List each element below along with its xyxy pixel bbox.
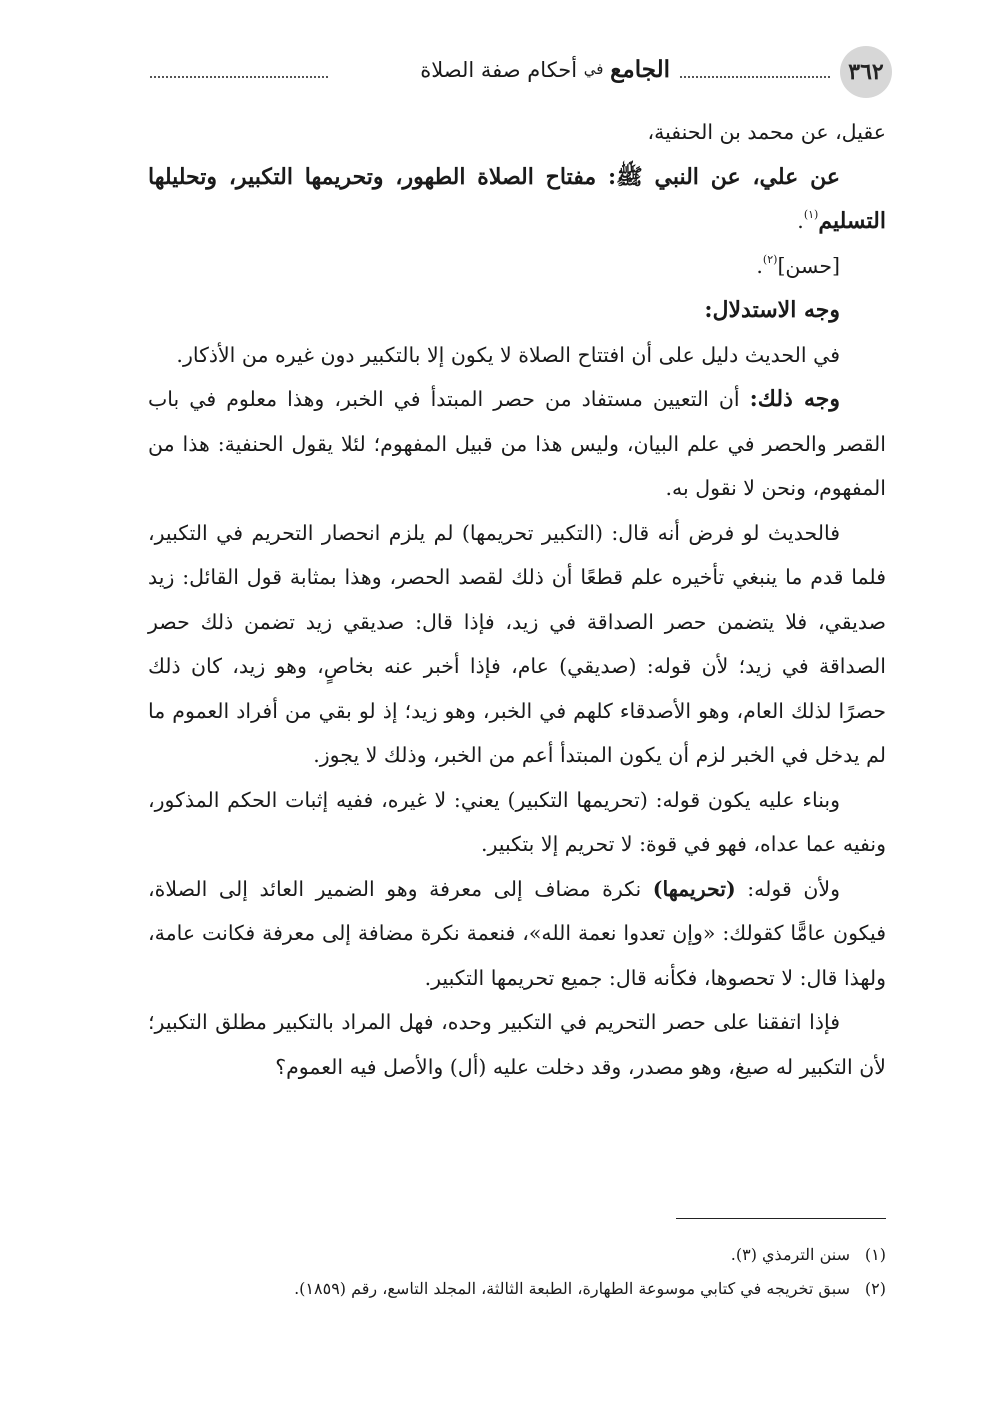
hadith-text: عن علي، عن النبي ﷺ: مفتاح الصلاة الطهور، وتحريمها التكبير، وتحليلها التسليم$^{(١)}$. — [148, 163, 886, 234]
paragraph-5: ولأن قوله: (تحريمها) نكرة مضاف إلى معرفة وهو الضمير العائد إلى الصلاة، فيكون عامًّا كقولك: «وإن تعدوا نعمة الله»، فنعمة نكرة مضافة إلى معرفة فكانت عامة، ولهذا قال: لا تحصوها، فكأنه قال: جميع تحريمها التكبير. — [148, 876, 886, 990]
isnad-line: عقيل، عن محمد بن الحنفية، — [647, 120, 886, 144]
footnote-2: (٢)سبق تخريجه في كتابي موسوعة الطهارة، الطبعة الثالثة، المجلد التاسع، رقم (١٨٥٩). — [294, 1279, 886, 1298]
section-heading: وجه الاستدلال: — [704, 297, 840, 323]
paragraph-6: فإذا اتفقنا على حصر التحريم في التكبير وحده، فهل المراد بالتكبير مطلق التكبير؛ لأن التكبير له صيغ، وهو مصدر، وقد دخلت عليه (أل) والأصل فيه العموم؟ — [148, 1010, 886, 1079]
paragraph-5-bold-term: (تحريمها) — [652, 876, 736, 901]
paragraph-3: فالحديث لو فرض أنه قال: (التكبير تحريمها) لم يلزم انحصار التحريم في التكبير، فلما قدم ما ينبغي تأخيره علم قطعًا أن ذلك لقصد الحصر، وهذا بمثابة قول القائل: زيد صديقي، فلا يتضمن حصر الصداقة في زيد، فإذا قال: صديقي زيد تضمن ذلك حصر الصداقة في زيد؛ لأن قوله: (صديقي) عام، فإذا أخبر عنه بخاصٍ، وهو زيد، كان ذلك حصرًا لذلك العام، وهو الأصدقاء كلهم في الخبر، وهو زيد؛ إذ لو بقي من أفراد العموم ما لم يدخل في الخبر لزم أن يكون المبتدأ أعم من الخبر، وذلك لا يجوز. — [148, 520, 886, 767]
paragraph-2-lead: وجه ذلك: — [749, 386, 841, 412]
footnotes — [148, 1238, 886, 1306]
footnote-separator — [676, 1218, 886, 1219]
footnote-1: (١)سنن الترمذي (٣). — [730, 1245, 886, 1264]
header-leader-dots-right — [680, 76, 830, 78]
paragraph-1: في الحديث دليل على أن افتتاح الصلاة لا يكون إلا بالتكبير دون غيره من الأذكار. — [176, 342, 840, 367]
header-leader-dots-left — [150, 76, 328, 78]
footnote-ref-2[interactable]: (٢) — [762, 252, 778, 266]
book-title-main: الجامع — [610, 56, 670, 83]
book-title-connector: في — [583, 60, 604, 78]
paragraph-4: وبناء عليه يكون قوله: (تحريمها التكبير) يعني: لا غيره، ففيه إثبات الحكم المذكور، ونفيه عما عداه، فهو في قوة: لا تحريم إلا بتكبير. — [148, 787, 886, 856]
main-text — [148, 110, 886, 1089]
hadith-grading: [حسن]$^{(٢)}$. — [756, 252, 840, 278]
book-title — [420, 56, 670, 83]
page-number: ٣٦٢ — [840, 46, 892, 98]
footnote-ref-1[interactable]: (١) — [803, 208, 819, 221]
paragraph-2: وجه ذلك: أن التعيين مستفاد من حصر المبتدأ في الخبر، وهذا معلوم في باب القصر والحصر في علم البيان، وليس هذا من قبيل المفهوم؛ لئلا يقول الحنفية: هذا من المفهوم، ونحن لا نقول به. — [148, 386, 886, 500]
running-header — [140, 46, 892, 98]
book-title-rest: أحكام صفة الصلاة — [420, 58, 578, 82]
